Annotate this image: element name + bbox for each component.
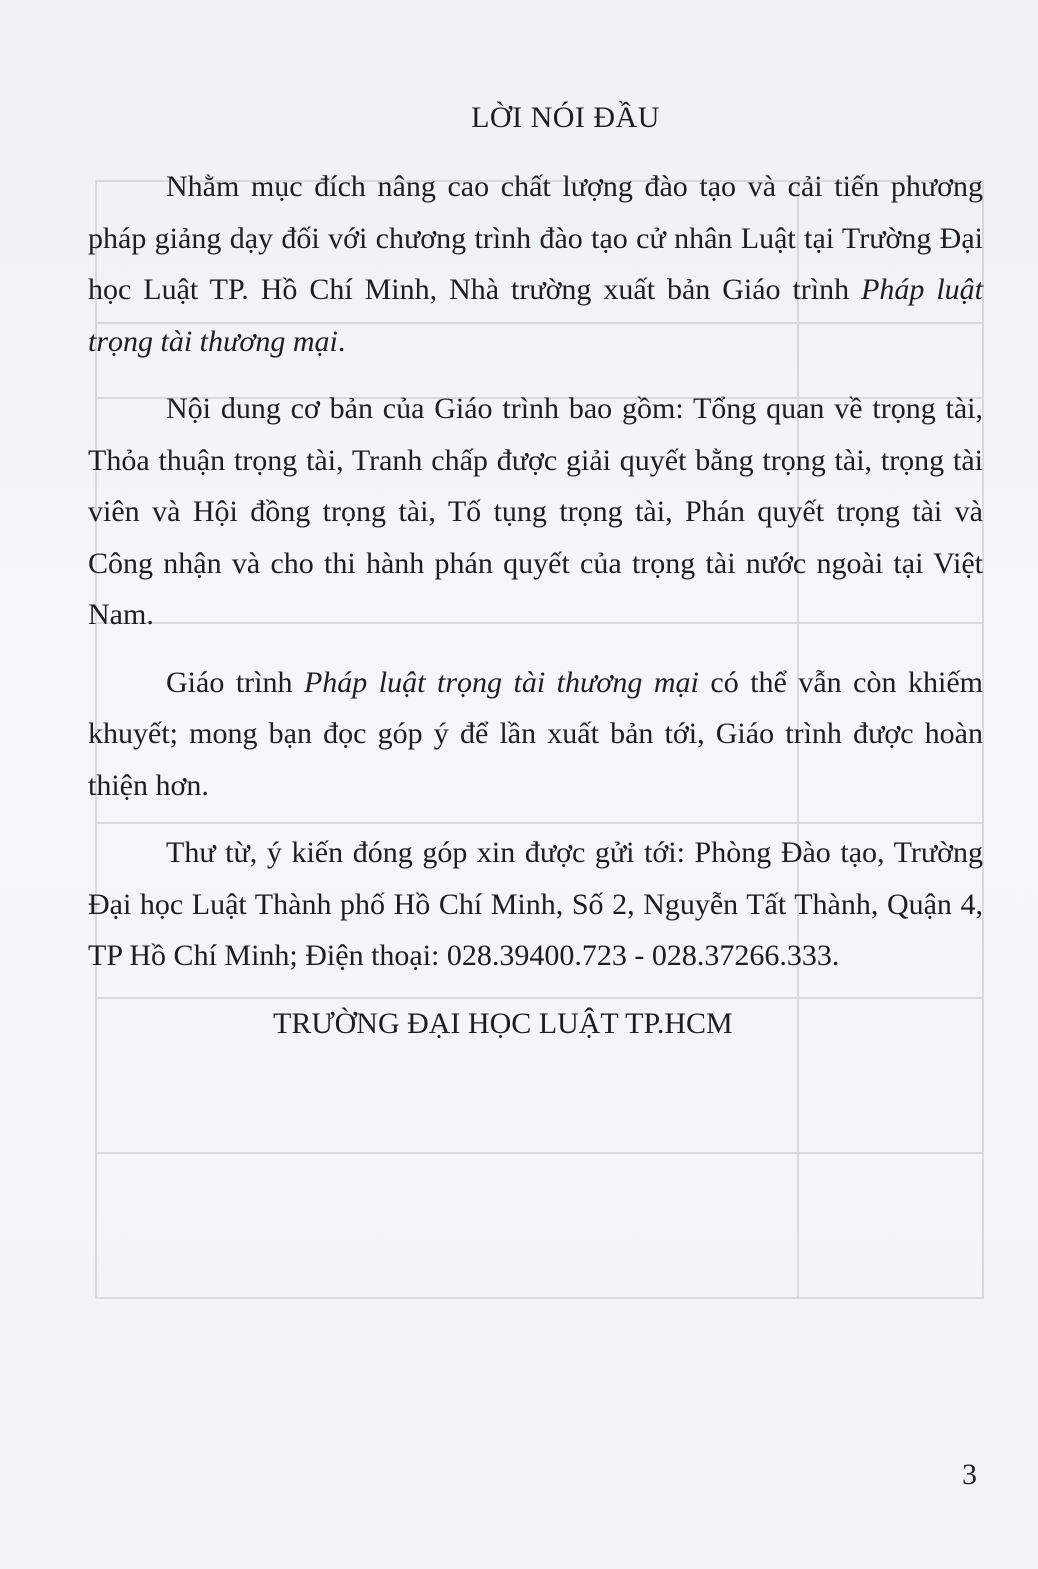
signature-line: TRƯỜNG ĐẠI HỌC LUẬT TP.HCM [273,1006,733,1040]
page-number: 3 [962,1458,977,1491]
book-title-italic: Pháp luật trọng tài thương mại [303,665,699,699]
page-heading: LỜI NÓI ĐẦU [471,101,660,134]
paragraph-1: Nhằm mục đích nâng cao chất lượng đào tạo và cải tiến phương pháp giảng dạy đối với chương trình đào tạo cử nhân Luật tại Trường Đại học Luật TP. Hồ Chí Minh, Nhà trường xuất bản Giáo trình Pháp luật trọng tài thương mại. [88,170,983,358]
paragraph-2: Nội dung cơ bản của Giáo trình bao gồm: Tổng quan về trọng tài, Thỏa thuận trọng tài, Tranh chấp được giải quyết bằng trọng tài, trọng tài viên và Hội đồng trọng tài, Tố tụng trọng tài, Phán quyết trọng tài và Công nhận và cho thi hành phán quyết của trọng tài nước ngoài tại Việt Nam. [88,392,983,631]
paragraph-4: Thư từ, ý kiến đóng góp xin được gửi tới: Phòng Đào tạo, Trường Đại học Luật Thành phố Hồ Chí Minh, Số 2, Nguyễn Tất Thành, Quận 4, TP Hồ Chí Minh; Điện thoại: 028.39400.723 - 028.37266.333. [88,836,983,972]
main-content [88,93,983,1049]
book-title-italic: Pháp luật trọng tài thương mại [88,273,983,358]
paragraph-3: Giáo trình Pháp luật trọng tài thương mại có thể vẫn còn khiếm khuyết; mong bạn đọc góp ý để lần xuất bản tới, Giáo trình được hoàn thiện hơn. [88,665,983,802]
